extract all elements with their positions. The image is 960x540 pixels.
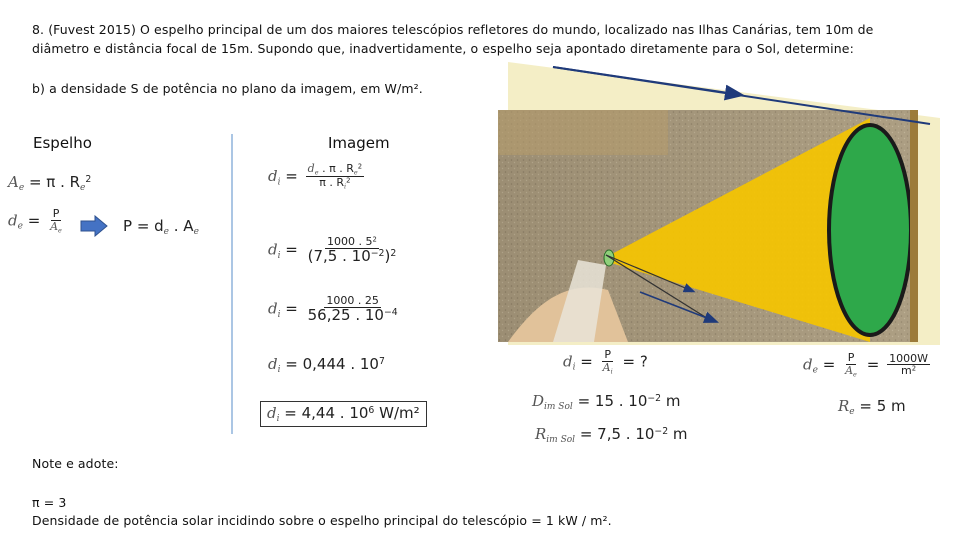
- image-eq-5-result: $d_i = 4,44$ . $10^6$ W/m²: [260, 401, 427, 427]
- question-b: b) a densidade S de potência no plano da imagem, em W/m².: [32, 81, 423, 96]
- implies-arrow-icon: [80, 215, 108, 237]
- notes-density: Densidade de potência solar incidindo sobre o espelho principal do telescópio = 1 kW / m².: [32, 513, 612, 528]
- notes-title: Note e adote:: [32, 456, 119, 471]
- wood-beam: [498, 110, 668, 155]
- mirror-density-equation: $d_e$ = $\frac{P}{A_e}$: [8, 207, 62, 234]
- green-mirror: [829, 125, 911, 335]
- image-eq-1: $d_i$ = $\frac{d_e . \pi . R_e^2}{\pi . R_i^2}$: [268, 162, 363, 191]
- mirror-power-equation: $P = d_e$ . $A_e$: [123, 217, 199, 238]
- image-eq-2: $d_i$ = $\frac{1000 . 5^2}{(7,5 . 10^{-2})^2}$: [268, 235, 397, 265]
- mirror-radius-equation: $R_e = 5$ m: [838, 397, 906, 418]
- image-eq-4: $d_i = 0,444$ . $10^7$: [268, 355, 385, 376]
- telescope-photo: [498, 110, 918, 342]
- brass-rim: [910, 110, 918, 342]
- heading-mirror: Espelho: [33, 134, 92, 152]
- mirror-density-value-equation: $d_e$ = $\frac{P}{A_e}$ = $\frac{1000W}{m^2}$: [803, 351, 928, 378]
- problem-line-1: 8. (Fuvest 2015) O espelho principal de um dos maiores telescópios refletores do mundo, localizado nas Ilhas Canárias, tem 10m de: [32, 22, 874, 37]
- image-density-equation: $d_i$ = $\frac{P}{A_i}$ = ?: [563, 348, 648, 375]
- telescope-photo-drawing: [498, 110, 918, 342]
- image-spot: [604, 250, 614, 266]
- image-diameter-equation: $D_{im Sol} = 15$ . $10^{-2}$ m: [532, 392, 681, 413]
- notes-pi: π = 3: [32, 495, 67, 510]
- problem-line-2: diâmetro e distância focal de 15m. Supondo que, inadvertidamente, o espelho seja apontado diretamente para o Sol, determine:: [32, 41, 854, 56]
- image-eq-3: $d_i$ = $\frac{1000 . 25}{56,25 . 10^{-4}}$: [268, 294, 398, 324]
- heading-image: Imagem: [328, 134, 390, 152]
- image-radius-equation: $R_{im Sol} = 7,5$ . $10^{-2}$ m: [535, 425, 688, 446]
- mirror-area-equation: $A_e = \pi$ . $R_e^2$: [8, 173, 92, 194]
